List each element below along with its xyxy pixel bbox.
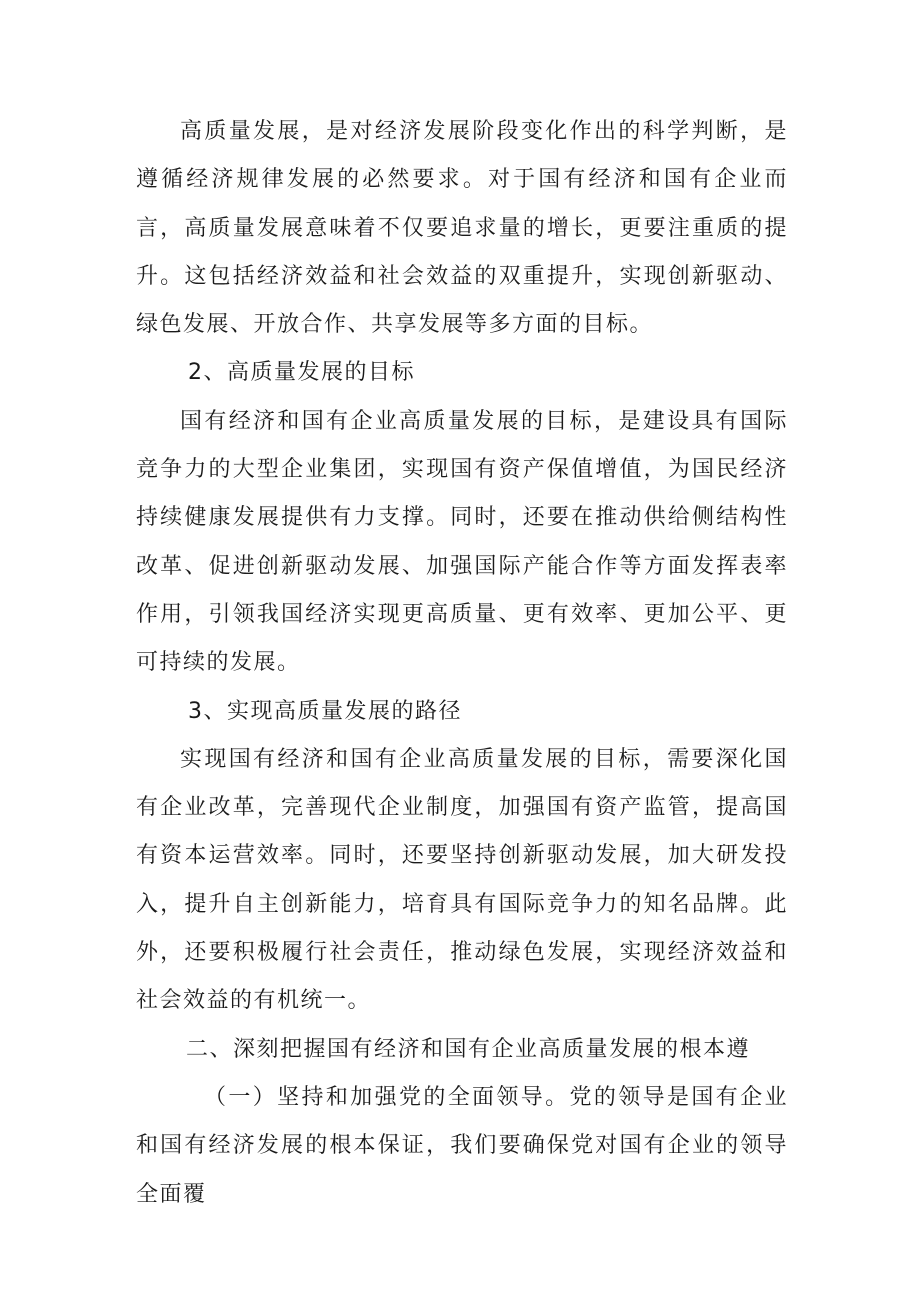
paragraph-development-goals: 国有经济和国有企业高质量发展的目标，是建设具有国际竞争力的大型企业集团，实现国有资产保值增值，为国民经济持续健康发展提供有力支撑。同时，还要在推动供给侧结构性改革、促进创新驱动发展、加强国际产能合作等方面发挥表率作用，引领我国经济实现更高质量、更有效率、更加公平、更可持续的发展。 (136, 408, 788, 676)
document-page (136, 108, 788, 1219)
paragraph-quality-development-definition: 高质量发展，是对经济发展阶段变化作出的科学判断，是遵循经济规律发展的必然要求。对于国有经济和国有企业而言，高质量发展意味着不仅要追求量的增长，更要注重质的提升。这包括经济效益和社会效益的双重提升，实现创新驱动、绿色发展、开放合作、共享发展等多方面的目标。 (136, 119, 788, 338)
heading-development-goals: 2、高质量发展的目标 (188, 360, 415, 386)
paragraph-party-leadership: （一）坚持和加强党的全面领导。党的领导是国有企业和国有经济发展的根本保证，我们要确保党对国有企业的领导全面覆 (136, 1084, 788, 1207)
section-heading-fundamental-principles: 二、深刻把握国有经济和国有企业高质量发展的根本遵 (186, 1036, 751, 1062)
heading-development-path: 3、实现高质量发展的路径 (188, 698, 462, 724)
paragraph-development-path: 实现国有经济和国有企业高质量发展的目标，需要深化国有企业改革，完善现代企业制度，加强国有资产监管，提高国有资本运营效率。同时，还要坚持创新驱动发展，加大研发投入，提升自主创新能力，培育具有国际竞争力的知名品牌。此外，还要积极履行社会责任，推动绿色发展，实现经济效益和社会效益的有机统一。 (136, 746, 788, 1014)
